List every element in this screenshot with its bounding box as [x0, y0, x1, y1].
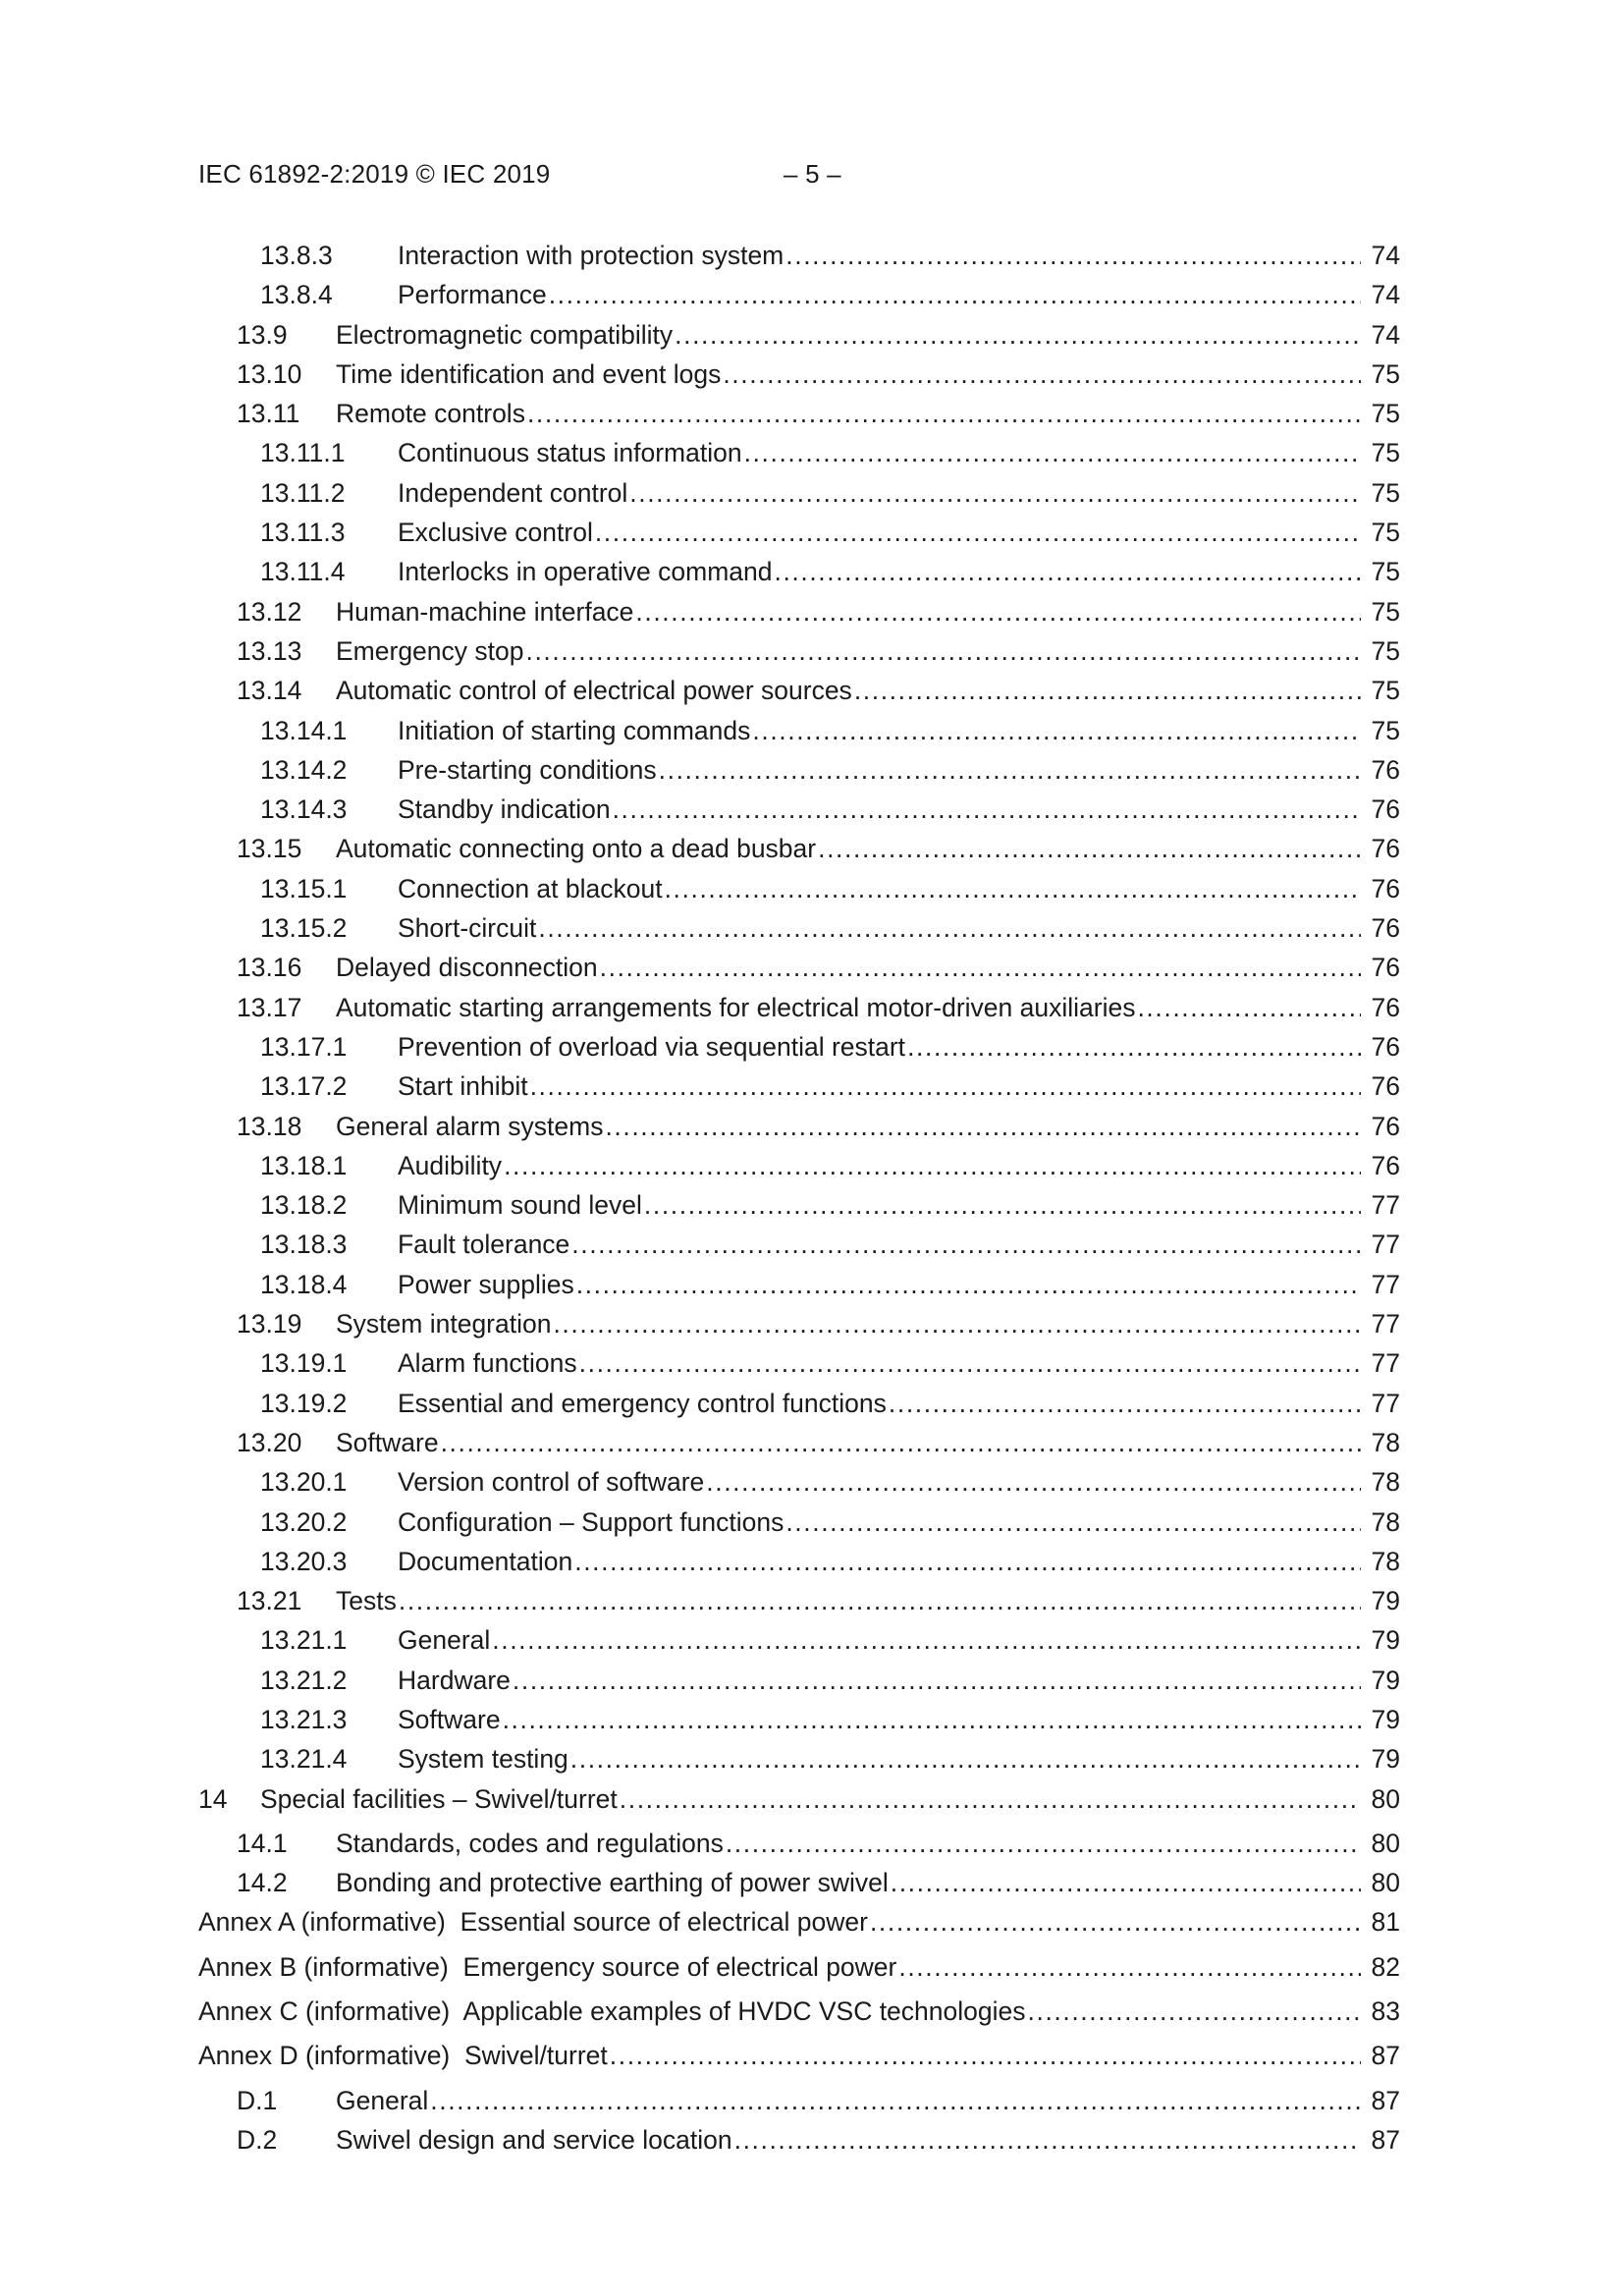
toc-entry-page: 75: [1371, 596, 1400, 627]
toc-entry[interactable]: [198, 1661, 1400, 1700]
toc-entry-number: 14: [198, 1783, 228, 1814]
toc-entry-title: Automatic connecting onto a dead busbar: [336, 834, 817, 864]
toc-entry-page: 76: [1371, 834, 1400, 864]
toc-entry-number: 13.15.1: [260, 873, 348, 903]
toc-entry-page: 76: [1371, 953, 1400, 983]
toc-entry[interactable]: [198, 829, 1400, 868]
toc-entry-title: Exclusive control: [398, 518, 593, 548]
toc-entry-title: Automatic control of electrical power sources: [336, 676, 852, 706]
toc-entry[interactable]: [198, 988, 1400, 1027]
toc-entry-page: 75: [1371, 438, 1400, 468]
dot-leader: [774, 552, 1361, 591]
toc-entry-page: 81: [1371, 1907, 1400, 1938]
toc-entry-number: 13.21.4: [260, 1744, 348, 1775]
table-of-contents: [198, 236, 1400, 2159]
toc-entry-title: Standby indication: [398, 794, 611, 825]
toc-entry-number: 13.18: [237, 1111, 302, 1141]
toc-entry-title: Annex C (informative) Applicable examples of HVDC VSC technologies: [198, 1996, 1026, 2027]
toc-entry[interactable]: [198, 1863, 1400, 1902]
toc-entry-page: 77: [1371, 1309, 1400, 1339]
toc-entry-number: 14.2: [237, 1868, 288, 1898]
toc-entry-number: 13.11.1: [260, 438, 346, 468]
toc-entry-page: 75: [1371, 518, 1400, 548]
toc-entry[interactable]: [198, 1225, 1400, 1264]
toc-entry[interactable]: [198, 869, 1400, 908]
toc-entry[interactable]: [198, 236, 1400, 275]
toc-entry-title: Documentation: [398, 1546, 573, 1576]
toc-entry[interactable]: [198, 1146, 1400, 1185]
toc-entry[interactable]: [198, 552, 1400, 591]
toc-entry-number: 13.13: [237, 635, 302, 666]
toc-entry-number: 13.18.1: [260, 1150, 348, 1180]
toc-entry-title: Emergency stop: [336, 635, 524, 666]
toc-entry-number: 13.10: [237, 358, 302, 389]
toc-entry-title: Interlocks in operative command: [398, 557, 773, 587]
toc-entry-page: 77: [1371, 1230, 1400, 1260]
toc-entry[interactable]: [198, 671, 1400, 710]
toc-entry-title: Audibility: [398, 1150, 503, 1180]
toc-entry-page: 77: [1371, 1190, 1400, 1221]
dot-leader: [527, 394, 1361, 433]
dot-leader: [734, 2120, 1361, 2159]
toc-entry-number: 13.11.3: [260, 518, 346, 548]
toc-entry-number: 13.14: [237, 676, 302, 706]
toc-entry-page: 77: [1371, 1388, 1400, 1418]
dot-leader: [898, 1947, 1361, 1987]
toc-entry[interactable]: [198, 2081, 1400, 2120]
toc-entry-number: 13.20.1: [260, 1467, 348, 1498]
toc-entry-number: 13.20.3: [260, 1546, 348, 1576]
toc-entry[interactable]: [198, 1779, 1400, 1819]
dot-leader: [571, 1225, 1361, 1264]
toc-entry-title: General: [336, 2085, 429, 2115]
dot-leader: [503, 1700, 1361, 1739]
toc-entry-page: 76: [1371, 1071, 1400, 1102]
toc-entry-title: Special facilities – Swivel/turret: [260, 1783, 618, 1814]
toc-entry[interactable]: [198, 1265, 1400, 1304]
dot-leader: [579, 1343, 1361, 1383]
toc-entry-title: Independent control: [398, 477, 628, 508]
toc-entry-page: 76: [1371, 794, 1400, 825]
toc-entry-title: Short-circuit: [398, 913, 537, 944]
toc-entry[interactable]: [198, 631, 1400, 671]
toc-entry[interactable]: [198, 1739, 1400, 1778]
toc-entry[interactable]: [198, 315, 1400, 355]
toc-entry-number: 14.1: [237, 1828, 288, 1858]
dot-leader: [595, 513, 1361, 552]
dot-leader: [1028, 1992, 1361, 2031]
toc-entry-page: 76: [1371, 1031, 1400, 1062]
toc-entry[interactable]: [198, 1824, 1400, 1863]
toc-entry-title: Configuration – Support functions: [398, 1506, 784, 1537]
toc-entry-title: Swivel design and service location: [336, 2124, 732, 2155]
toc-entry-number: 13.21.3: [260, 1704, 348, 1734]
dot-leader: [644, 1185, 1361, 1225]
toc-entry[interactable]: [198, 592, 1400, 631]
dot-leader: [870, 1902, 1361, 1941]
toc-entry-title: Time identification and event logs: [336, 358, 722, 389]
toc-entry-title: General alarm systems: [336, 1111, 604, 1141]
toc-entry-page: 79: [1371, 1586, 1400, 1616]
toc-entry-title: Software: [336, 1427, 439, 1457]
toc-entry-number: 13.11.4: [260, 557, 346, 587]
toc-entry-page: 76: [1371, 1111, 1400, 1141]
toc-entry-number: 13.11.2: [260, 477, 346, 508]
dot-leader: [629, 473, 1361, 513]
toc-entry-number: 13.18.2: [260, 1190, 348, 1221]
toc-entry-page: 83: [1371, 1996, 1400, 2027]
toc-entry[interactable]: [198, 1423, 1400, 1462]
dot-leader: [399, 1581, 1361, 1620]
toc-entry-number: 13.20: [237, 1427, 302, 1457]
toc-entry-page: 76: [1371, 873, 1400, 903]
toc-entry-title: General: [398, 1625, 491, 1656]
toc-entry-title: Electromagnetic compatibility: [336, 319, 674, 350]
toc-entry-page: 75: [1371, 557, 1400, 587]
toc-entry-page: 77: [1371, 1348, 1400, 1379]
toc-entry[interactable]: [198, 908, 1400, 948]
toc-entry[interactable]: [198, 750, 1400, 790]
toc-entry-number: 13.19.1: [260, 1348, 348, 1379]
toc-entry-number: D.1: [237, 2085, 278, 2115]
toc-entry-page: 74: [1371, 280, 1400, 310]
toc-entry[interactable]: [198, 1066, 1400, 1106]
dot-leader: [723, 355, 1361, 394]
toc-entry-number: 13.8.4: [260, 280, 333, 310]
dot-leader: [659, 750, 1361, 790]
toc-entry-title: Standards, codes and regulations: [336, 1828, 724, 1858]
toc-entry-number: 13.17.1: [260, 1031, 348, 1062]
toc-entry[interactable]: [198, 1304, 1400, 1343]
dot-leader: [492, 1620, 1361, 1660]
toc-entry-number: 13.14.2: [260, 754, 348, 785]
dot-leader: [620, 1779, 1361, 1819]
toc-entry-page: 87: [1371, 2124, 1400, 2155]
toc-entry-page: 79: [1371, 1744, 1400, 1775]
dot-leader: [785, 1503, 1361, 1542]
dot-leader: [441, 1423, 1361, 1462]
dot-leader: [549, 275, 1361, 314]
toc-entry-page: 76: [1371, 992, 1400, 1022]
toc-entry-title: Delayed disconnection: [336, 953, 598, 983]
dot-leader: [675, 315, 1361, 355]
toc-entry-number: 13.17: [237, 992, 302, 1022]
toc-entry[interactable]: [198, 275, 1400, 314]
toc-entry-page: 76: [1371, 1150, 1400, 1180]
toc-entry-number: 13.15: [237, 834, 302, 864]
toc-entry-title: Fault tolerance: [398, 1230, 570, 1260]
toc-entry-page: 80: [1371, 1828, 1400, 1858]
toc-entry-page: 76: [1371, 754, 1400, 785]
dot-leader: [1137, 988, 1361, 1027]
toc-entry[interactable]: [198, 1384, 1400, 1423]
toc-entry[interactable]: [198, 433, 1400, 472]
document-identifier: IEC 61892-2:2019 © IEC 2019: [198, 159, 551, 189]
toc-entry-title: Initiation of starting commands: [398, 715, 751, 745]
toc-entry-title: Bonding and protective earthing of power swivel: [336, 1868, 889, 1898]
dot-leader: [530, 1066, 1361, 1106]
toc-entry-number: 13.18.4: [260, 1269, 348, 1299]
toc-entry-number: D.2: [237, 2124, 278, 2155]
toc-entry[interactable]: [198, 2120, 1400, 2159]
toc-entry-number: 13.18.3: [260, 1230, 348, 1260]
dot-leader: [635, 592, 1361, 631]
dot-leader: [610, 2036, 1361, 2075]
toc-entry-page: 78: [1371, 1467, 1400, 1498]
dot-leader: [613, 790, 1361, 829]
toc-entry-title: Alarm functions: [398, 1348, 577, 1379]
toc-entry[interactable]: [198, 1542, 1400, 1581]
toc-entry-title: Annex B (informative) Emergency source of electrical power: [198, 1951, 897, 1982]
toc-entry-number: 13.21.1: [260, 1625, 348, 1656]
dot-leader: [891, 1863, 1361, 1902]
dot-leader: [504, 1146, 1361, 1185]
dot-leader: [726, 1824, 1361, 1863]
toc-entry[interactable]: [198, 1503, 1400, 1542]
dot-leader: [818, 829, 1361, 868]
toc-entry[interactable]: [198, 1185, 1400, 1225]
dot-leader: [605, 1107, 1361, 1146]
toc-entry[interactable]: [198, 394, 1400, 433]
dot-leader: [665, 869, 1361, 908]
toc-entry-title: Automatic starting arrangements for electrical motor-driven auxiliaries: [336, 992, 1136, 1022]
toc-entry-title: Interaction with protection system: [398, 241, 784, 270]
toc-entry-page: 80: [1371, 1783, 1400, 1814]
toc-entry-number: 13.19: [237, 1309, 302, 1339]
toc-entry-page: 75: [1371, 358, 1400, 389]
toc-entry-number: 13.14.3: [260, 794, 348, 825]
toc-entry-number: 13.21: [237, 1586, 302, 1616]
dot-leader: [854, 671, 1361, 710]
toc-entry-number: 13.19.2: [260, 1388, 348, 1418]
toc-entry-title: Hardware: [398, 1665, 511, 1695]
toc-entry-title: Software: [398, 1704, 501, 1734]
toc-entry-page: 79: [1371, 1625, 1400, 1656]
toc-entry-title: Continuous status information: [398, 438, 742, 468]
toc-entry-title: System integration: [336, 1309, 552, 1339]
toc-entry-title: System testing: [398, 1744, 568, 1775]
toc-entry-number: 13.17.2: [260, 1071, 348, 1102]
toc-entry-page: 87: [1371, 2085, 1400, 2115]
toc-entry-page: 79: [1371, 1704, 1400, 1734]
toc-entry[interactable]: [198, 1902, 1400, 1941]
toc-entry[interactable]: [198, 1027, 1400, 1066]
toc-entry-title: Tests: [336, 1586, 397, 1616]
dot-leader: [752, 711, 1361, 750]
dot-leader: [576, 1265, 1361, 1304]
dot-leader: [744, 433, 1361, 472]
toc-entry-page: 75: [1371, 635, 1400, 666]
toc-entry-page: 78: [1371, 1427, 1400, 1457]
toc-entry[interactable]: [198, 473, 1400, 513]
toc-entry-page: 78: [1371, 1546, 1400, 1576]
toc-entry-title: Start inhibit: [398, 1071, 528, 1102]
toc-entry-number: 13.15.2: [260, 913, 348, 944]
page-header: [198, 159, 1416, 194]
toc-entry-title: Remote controls: [336, 399, 525, 429]
toc-entry-page: 77: [1371, 1269, 1400, 1299]
toc-entry[interactable]: [198, 1620, 1400, 1660]
dot-leader: [538, 908, 1361, 948]
toc-entry[interactable]: [198, 1700, 1400, 1739]
toc-entry-page: 82: [1371, 1951, 1400, 1982]
toc-entry-page: 76: [1371, 913, 1400, 944]
toc-entry-page: 80: [1371, 1868, 1400, 1898]
toc-entry-page: 75: [1371, 715, 1400, 745]
dot-leader: [907, 1027, 1361, 1066]
toc-entry-title: Power supplies: [398, 1269, 574, 1299]
toc-entry-title: Performance: [398, 280, 547, 310]
toc-entry-number: 13.16: [237, 953, 302, 983]
toc-entry-title: Pre-starting conditions: [398, 754, 657, 785]
dot-leader: [706, 1462, 1361, 1502]
toc-entry[interactable]: [198, 1581, 1400, 1620]
dot-leader: [525, 631, 1361, 671]
toc-entry-title: Minimum sound level: [398, 1190, 642, 1221]
toc-entry-page: 75: [1371, 399, 1400, 429]
toc-entry[interactable]: [198, 1947, 1400, 1987]
toc-entry-title: Annex A (informative) Essential source of electrical power: [198, 1907, 868, 1938]
toc-entry-page: 75: [1371, 676, 1400, 706]
toc-entry-number: 13.20.2: [260, 1506, 348, 1537]
toc-entry-number: 13.12: [237, 596, 302, 627]
dot-leader: [785, 236, 1361, 275]
toc-entry[interactable]: [198, 2036, 1400, 2075]
toc-entry-page: 79: [1371, 1665, 1400, 1695]
toc-entry[interactable]: [198, 513, 1400, 552]
toc-entry-number: 13.9: [237, 319, 288, 350]
toc-entry-page: 74: [1371, 319, 1400, 350]
toc-entry-title: Prevention of overload via sequential restart: [398, 1031, 906, 1062]
toc-entry[interactable]: [198, 1992, 1400, 2031]
toc-entry-page: 75: [1371, 477, 1400, 508]
toc-entry-title: Annex D (informative) Swivel/turret: [198, 2041, 608, 2071]
toc-entry[interactable]: [198, 790, 1400, 829]
toc-entry-number: 13.11: [237, 399, 300, 429]
dot-leader: [430, 2081, 1361, 2120]
toc-entry-number: 13.14.1: [260, 715, 348, 745]
page-number: – 5 –: [784, 159, 841, 189]
toc-entry[interactable]: [198, 1343, 1400, 1383]
toc-entry-title: Version control of software: [398, 1467, 705, 1498]
dot-leader: [553, 1304, 1361, 1343]
toc-entry[interactable]: [198, 355, 1400, 394]
dot-leader: [600, 948, 1361, 987]
toc-entry-title: Human-machine interface: [336, 596, 634, 627]
toc-entry-number: 13.8.3: [260, 241, 333, 270]
dot-leader: [574, 1542, 1361, 1581]
toc-entry[interactable]: [198, 1462, 1400, 1502]
toc-entry[interactable]: [198, 948, 1400, 987]
toc-entry-page: 74: [1371, 241, 1400, 270]
toc-entry-page: 78: [1371, 1506, 1400, 1537]
toc-entry-title: Essential and emergency control functions: [398, 1388, 887, 1418]
dot-leader: [513, 1661, 1361, 1700]
dot-leader: [889, 1384, 1361, 1423]
toc-entry-page: 87: [1371, 2041, 1400, 2071]
dot-leader: [570, 1739, 1361, 1778]
toc-entry[interactable]: [198, 711, 1400, 750]
toc-entry-title: Connection at blackout: [398, 873, 663, 903]
toc-entry-number: 13.21.2: [260, 1665, 348, 1695]
toc-entry[interactable]: [198, 1107, 1400, 1146]
